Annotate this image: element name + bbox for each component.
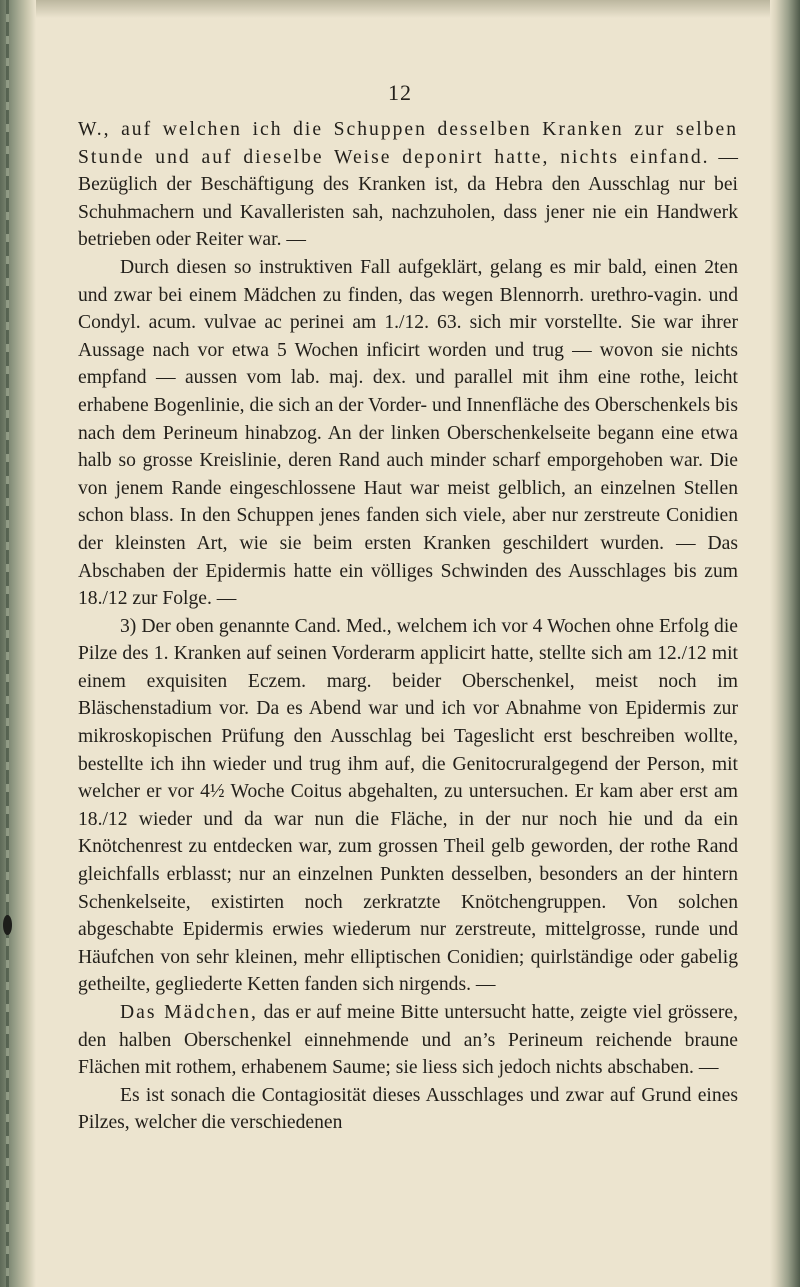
page-top-shadow: [0, 0, 800, 18]
paragraph-4-lead: Das Mädchen,: [120, 1002, 258, 1023]
paragraph-4: [78, 999, 738, 1082]
body-text: [78, 116, 738, 1137]
paragraph-4-text: das er auf meine Bitte untersucht hatte, zeigte viel grössere, den halben Oberschenkel einnehmende und an’s Perineum reichende braune Flächen mit rothem, erhabenem Saume; sie liess sich jedoch nichts abschaben. —: [78, 1002, 739, 1079]
page-number: 12: [388, 80, 412, 105]
paragraph-1-text: — Bezüglich der Beschäftigung des Kranken ist, da Hebra den Ausschlag nur bei Schuhmachern und Kavalleristen sah, nachzuholen, dass jener nie ein Handwerk betrieben oder Reiter war. —: [78, 146, 739, 251]
book-binding-edge: [0, 0, 36, 1287]
paragraph-3: [78, 613, 738, 999]
paragraph-1: [78, 116, 738, 254]
paragraph-5: [78, 1082, 738, 1137]
paragraph-2-text: Durch diesen so instruktiven Fall aufgeklärt, gelang es mir bald, einen 2ten und zwar bei einem Mädchen zu finden, das wegen Blennorrh. urethro-vagin. und Condyl. acum. vulvae ac perinei am 1./12. 63. sich mir vorstellte. Sie war ihrer Aussage nach vor etwa 5 Wochen inficirt worden und trug — wovon sie nichts empfand — aussen vom lab. maj. dex. und parallel mit ihm eine rothe, leicht erhabene Bogenlinie, die sich an der Vorder- und Innenfläche des Oberschenkels bis nach dem Perineum hinabzog. An der linken Oberschenkelseite begann eine etwa halb so grosse Kreislinie, deren Rand auch minder scharf emporgehoben war. Die von jenem Rande eingeschlossene Haut war meist gelblich, an einzelnen Stellen schon blass. In den Schuppen jenes fanden sich viele, aber nur zerstreute Conidien der kleinsten Art, wie sie beim ersten Kranken geschildert wurden. — Das Abschaben der Epidermis hatte ein völliges Schwinden des Ausschlages bis zum 18./12 zur Folge. —: [78, 256, 738, 610]
margin-ink-mark: [3, 915, 12, 935]
paragraph-5-text: Es ist sonach die Contagiosität dieses Ausschlages und zwar auf Grund eines Pilzes, welcher die verschiedenen: [78, 1084, 738, 1134]
paragraph-2: [78, 254, 738, 613]
paragraph-1-lead: W., auf welchen ich die Schuppen desselben Kranken zur selben Stunde und auf dieselbe Weise deponirt hatte, nichts einfand.: [78, 119, 738, 168]
page-right-edge: [770, 0, 800, 1287]
paragraph-3-text: 3) Der oben genannte Cand. Med., welchem ich vor 4 Wochen ohne Erfolg die Pilze des 1. Kranken auf seinen Vorderarm applicirt hatte, stellte sich am 12./12 mit einem exquisiten Eczem. marg. beider Oberschenkel, meist noch im Bläschenstadium vor. Da es Abend war und ich vor Abnahme von Epidermis zur mikroskopischen Prüfung den Ausschlag bei Tageslicht erst beschreiben wollte, bestellte ich ihn wieder und trug ihm auf, die Genitocruralgegend der Person, mit welcher er vor 4½ Woche Coitus abgehalten, zu untersuchen. Er kam aber erst am 18./12 wieder und da war nun die Fläche, in der nur noch hie und da ein Knötchenrest zu entdecken war, zum grossen Theil gelb geworden, der rothe Rand gleichfalls erblasst; nur an einzelnen Punkten desselben, besonders an der hintern Schenkelseite, existirten noch zerkratzte Knötchengruppen. Von solchen abgeschabte Epidermis erwies wiederum nur zerstreute, mittelgrosse, runde und Häufchen von sehr kleinen, mehr elliptischen Conidien; quirlständige oder gabelig getheilte, gegliederte Ketten fanden sich nirgends. —: [78, 615, 738, 996]
